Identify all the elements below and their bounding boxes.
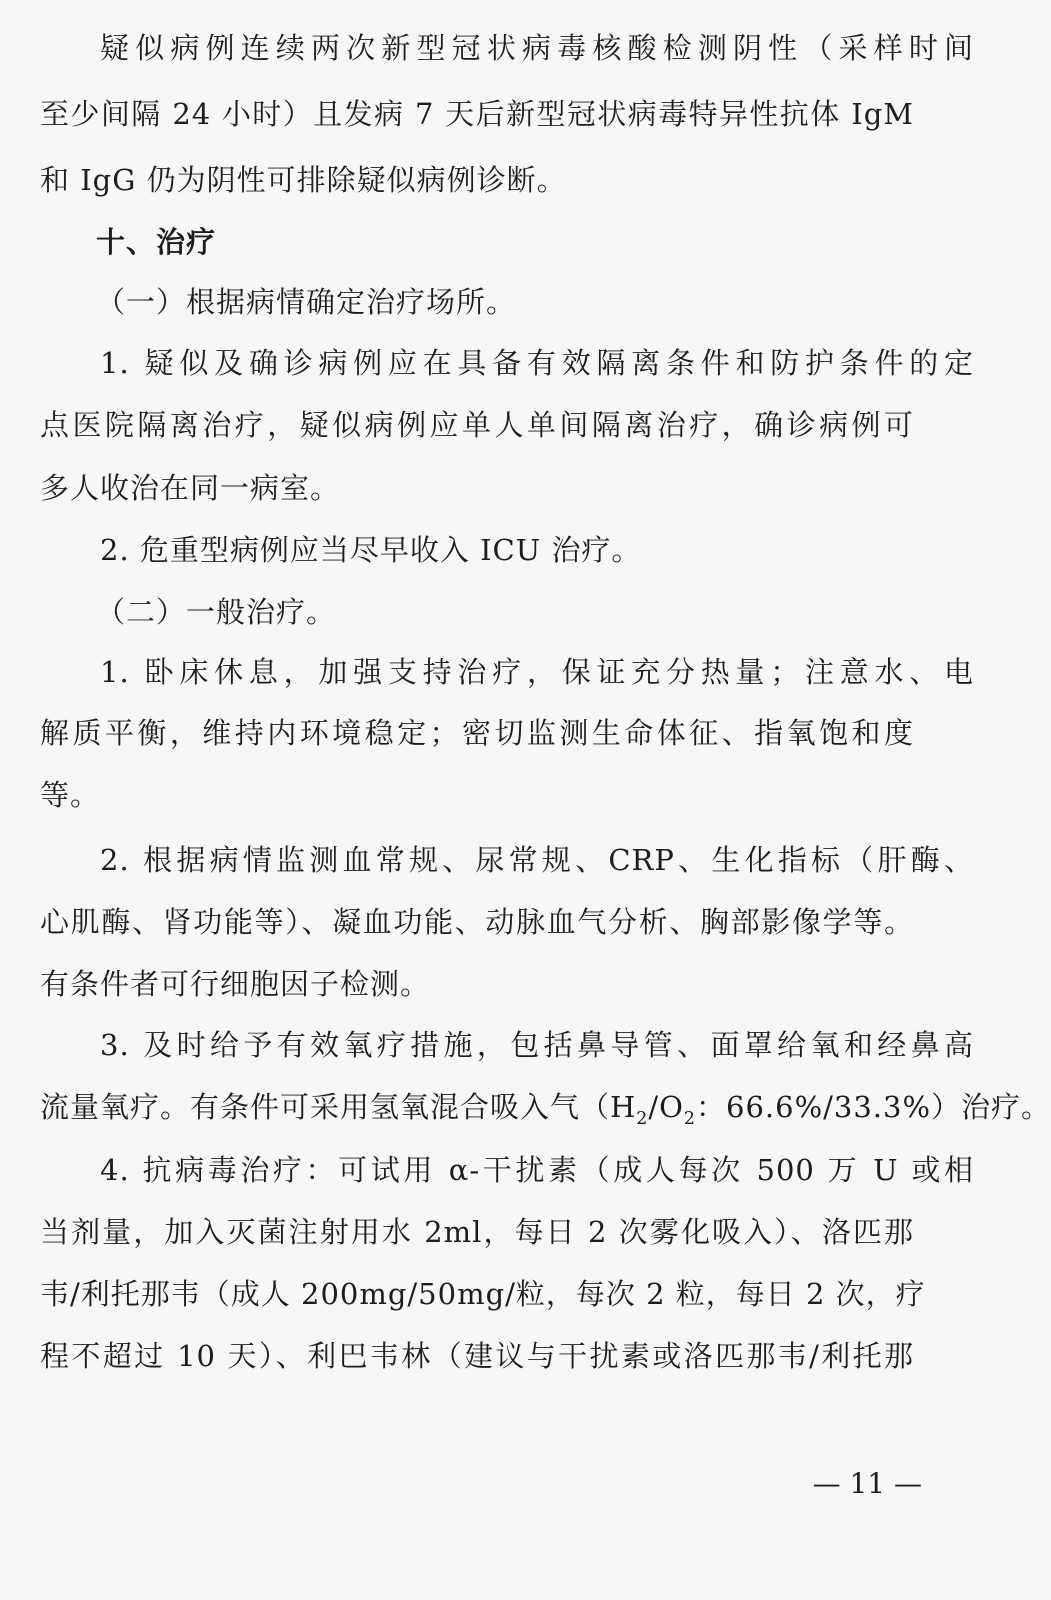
subsection-title: （二）一般治疗。 (96, 595, 337, 629)
text-line: 1. 疑似及确诊病例应在具备有效隔离条件和防护条件的定 (100, 346, 974, 380)
text-line: 2. 根据病情监测血常规、尿常规、CRP、生化指标（肝酶、 (100, 843, 974, 877)
section-title: 十、治疗 (96, 225, 217, 259)
text-line: 当剂量，加入灭菌注射用水 2ml，每日 2 次雾化吸入）、洛匹那 (40, 1215, 914, 1249)
text-line: 4. 抗病毒治疗：可试用 α-干扰素（成人每次 500 万 U 或相 (100, 1153, 974, 1187)
text-segment: 流量氧疗。有条件可采用氢氧混合吸入气（H (40, 1090, 637, 1124)
text-line: 韦/利托那韦（成人 200mg/50mg/粒，每次 2 粒，每日 2 次，疗 (40, 1277, 926, 1311)
text-line: 点医院隔离治疗，疑似病例应单人单间隔离治疗，确诊病例可 (40, 408, 914, 442)
text-line: 1. 卧床休息，加强支持治疗，保证充分热量；注意水、电 (100, 655, 974, 689)
subsection-title: （一）根据病情确定治疗场所。 (96, 285, 517, 319)
text-segment: ：66.6%/33.3%）治疗。 (696, 1090, 1051, 1124)
text-line: 心肌酶、肾功能等）、凝血功能、动脉血气分析、胸部影像学等。 (40, 905, 914, 939)
text-line: 和 IgG 仍为阴性可排除疑似病例诊断。 (40, 163, 567, 197)
page-number: — 11 — (812, 1467, 922, 1500)
text-segment: /O (648, 1090, 684, 1124)
subscript: 2 (636, 1108, 649, 1129)
text-line: 程不超过 10 天）、利巴韦林（建议与干扰素或洛匹那韦/利托那 (40, 1339, 914, 1373)
text-line: 至少间隔 24 小时）且发病 7 天后新型冠状病毒特异性抗体 IgM (40, 97, 914, 131)
text-line: 疑似病例连续两次新型冠状病毒核酸检测阴性（采样时间 (100, 31, 974, 65)
text-line: 2. 危重型病例应当尽早收入 ICU 治疗。 (100, 533, 642, 567)
text-line: 3. 及时给予有效氧疗措施，包括鼻导管、面罩给氧和经鼻高 (100, 1028, 974, 1062)
text-line: 解质平衡，维持内环境稳定；密切监测生命体征、指氧饱和度 (40, 716, 914, 750)
subscript: 2 (683, 1108, 696, 1129)
text-line: 有条件者可行细胞因子检测。 (40, 967, 431, 1001)
text-line: 多人收治在同一病室。 (40, 471, 341, 505)
text-line (40, 1087, 1051, 1129)
text-line: 等。 (40, 778, 101, 812)
